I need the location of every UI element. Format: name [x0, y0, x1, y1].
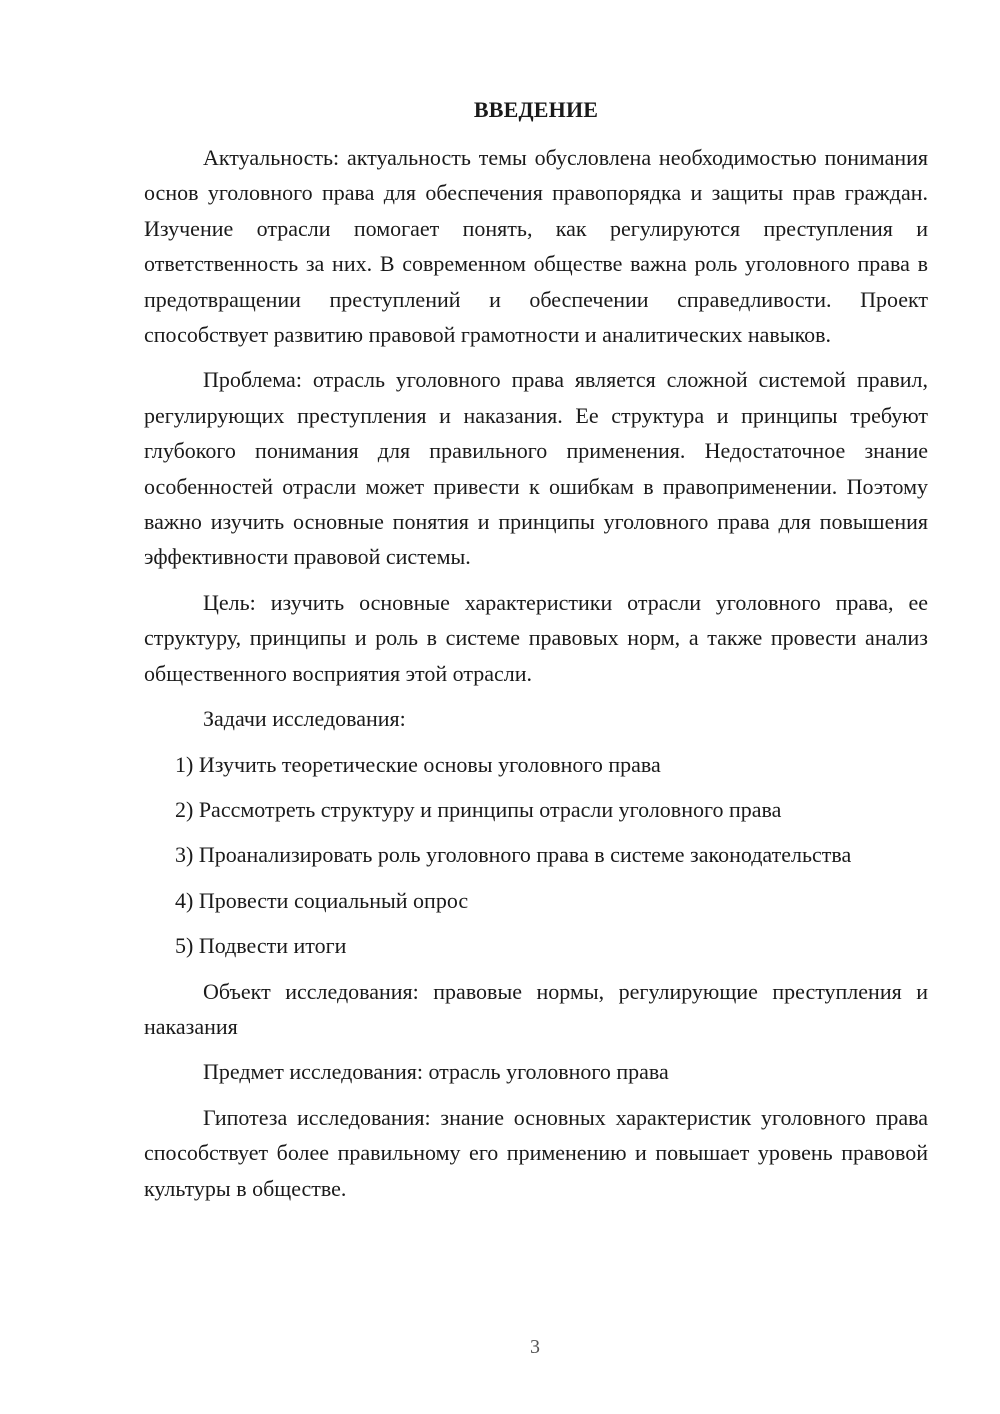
tasks-heading: Задачи исследования: [203, 706, 406, 732]
research-hypothesis-paragraph: Гипотеза исследования: знание основных характеристик уголовного права способствует более правильному его применению и повышает уровень правовой культуры в обществе. [144, 1104, 928, 1201]
research-object-paragraph: Объект исследования: правовые нормы, регулирующие преступления и наказания [144, 978, 928, 1039]
goal-paragraph: Цель: изучить основные характеристики отрасли уголовного права, ее структуру, принципы и роль в системе правовых норм, а также провести анализ общественного восприятия этой отрасли. [144, 589, 928, 686]
task-item: 1) Изучить теоретические основы уголовного права [175, 751, 661, 777]
page-number: 3 [530, 1336, 540, 1358]
relevance-paragraph: Актуальность: актуальность темы обусловлена необходимостью понимания основ уголовного права для обеспечения правопорядка и защиты прав граждан. Изучение отрасли помогает понять, как регулируются преступления и ответственность за них. В современном обществе важна роль уголовного права в предотвращении преступлений и обеспечении справедливости. Проект способствует развитию правовой грамотности и аналитических навыков. [144, 145, 928, 348]
task-item: 4) Провести социальный опрос [175, 887, 469, 913]
problem-paragraph: Проблема: отрасль уголовного права является сложной системой правил, регулирующих преступления и наказания. Ее структура и принципы требуют глубокого понимания для правильного применения. Недостаточное знание особенностей отрасли может привести к ошибкам в правоприменении. Поэтому важно изучить основные понятия и принципы уголовного права для повышения эффективности правовой системы. [144, 367, 928, 570]
task-item: 5) Подвести итоги [175, 933, 347, 959]
research-subject-paragraph: Предмет исследования: отрасль уголовного права [203, 1059, 669, 1085]
task-item: 2) Рассмотреть структуру и принципы отрасли уголовного права [175, 796, 782, 822]
task-item: 3) Проанализировать роль уголовного права в системе законодательства [175, 842, 852, 868]
document-page [144, 94, 928, 1216]
section-title: ВВЕДЕНИЕ [473, 97, 599, 122]
